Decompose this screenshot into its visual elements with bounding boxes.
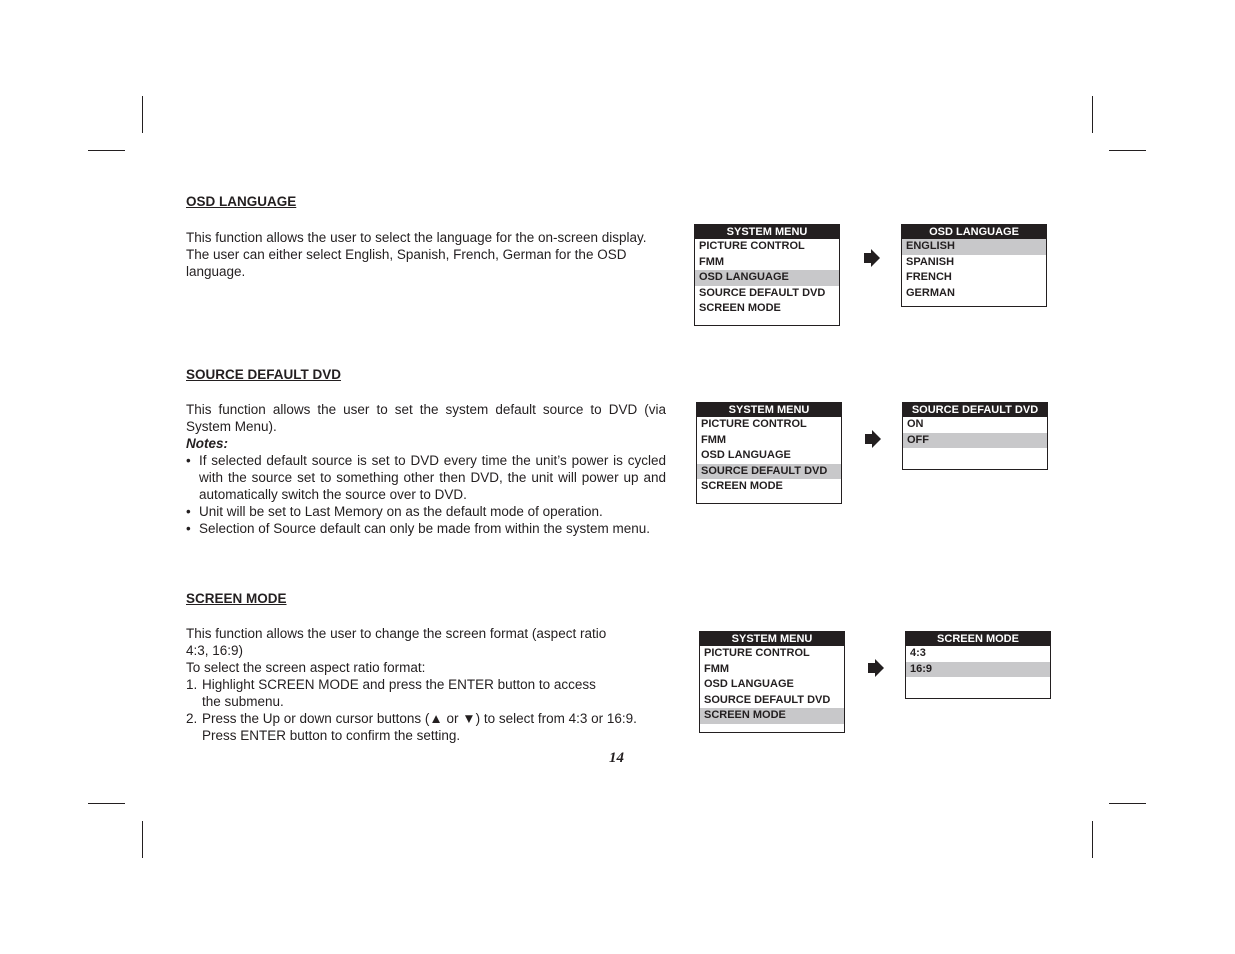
bullet-mark: • xyxy=(186,453,191,468)
bullet-text: Selection of Source default can only be made from within the system menu. xyxy=(199,521,650,536)
submenu-item-spanish: SPANISH xyxy=(906,255,955,268)
crop-mark xyxy=(1109,150,1146,151)
submenu-item-16-9: 16:9 xyxy=(906,662,1050,678)
notes-label: Notes: xyxy=(186,436,229,451)
submenu-item-off: OFF xyxy=(903,433,1047,449)
note-bullet xyxy=(186,503,666,520)
note-bullet xyxy=(186,452,666,503)
right-arrow-icon xyxy=(865,430,881,448)
menu-item-osd-language: OSD LANGUAGE xyxy=(695,270,839,286)
section-heading-source-default-dvd: SOURCE DEFAULT DVD xyxy=(186,367,342,382)
bullet-text: Unit will be set to Last Memory on as the default mode of operation. xyxy=(199,504,603,519)
page-number: 14 xyxy=(609,750,624,766)
submenu-item-4-3: 4:3 xyxy=(910,647,926,659)
menu-item-screen-mode: SCREEN MODE xyxy=(701,480,783,492)
system-menu-screen xyxy=(699,631,845,733)
system-menu-osd xyxy=(694,224,840,326)
crop-mark xyxy=(88,803,125,804)
crop-mark xyxy=(88,150,125,151)
menu-item-osd-language: OSD LANGUAGE xyxy=(701,449,791,461)
menu-item-picture-control: PICTURE CONTROL xyxy=(704,647,810,659)
system-menu-source xyxy=(696,402,842,504)
menu-item-picture-control: PICTURE CONTROL xyxy=(701,418,807,430)
crop-mark xyxy=(1092,821,1093,858)
submenu-title: OSD LANGUAGE xyxy=(902,225,1046,239)
screen-mode-submenu xyxy=(905,631,1051,699)
right-arrow-icon xyxy=(868,659,884,677)
source-body-text: This function allows the user to set the system default source to DVD (via System Menu). xyxy=(186,402,666,434)
menu-item-source-default-dvd: SOURCE DEFAULT DVD xyxy=(697,464,841,480)
menu-item-fmm: FMM xyxy=(704,662,730,675)
note-bullet xyxy=(186,520,666,537)
source-description xyxy=(186,401,666,537)
text-line: This function allows the user to select the language for the on-screen display. xyxy=(186,230,647,245)
crop-mark xyxy=(142,821,143,858)
menu-item-osd-language: OSD LANGUAGE xyxy=(704,678,794,690)
menu-title: SYSTEM MENU xyxy=(695,225,839,239)
menu-item-fmm: FMM xyxy=(701,433,727,446)
text-line: To select the screen aspect ratio format: xyxy=(186,660,426,675)
text-line: the submenu. xyxy=(202,694,284,709)
submenu-item-on: ON xyxy=(907,418,924,430)
bullet-mark: • xyxy=(186,504,191,519)
bullet-text: If selected default source is set to DVD every time the unit’s power is cycled with the source set to something other then DVD, the unit will power up and automatically switch the source over to DVD. xyxy=(199,453,666,502)
text-line: language. xyxy=(186,264,246,279)
crop-mark xyxy=(1109,803,1146,804)
submenu-item-french: FRENCH xyxy=(906,271,952,283)
menu-item-screen-mode: SCREEN MODE xyxy=(699,302,781,314)
menu-item-fmm: FMM xyxy=(699,255,725,268)
submenu-item-english: ENGLISH xyxy=(902,239,1046,255)
crop-mark xyxy=(142,96,143,133)
menu-item-picture-control: PICTURE CONTROL xyxy=(699,240,805,252)
text-line: Press ENTER button to confirm the setting. xyxy=(202,728,461,743)
menu-item-source-default-dvd: SOURCE DEFAULT DVD xyxy=(699,286,826,299)
submenu-title: SCREEN MODE xyxy=(906,632,1050,646)
menu-title: SYSTEM MENU xyxy=(700,632,844,646)
bullet-mark: • xyxy=(186,521,191,536)
section-heading-osd-language: OSD LANGUAGE xyxy=(186,194,297,209)
text-line: Press the Up or down cursor buttons (▲ or ▼) to select from 4:3 or 16:9. xyxy=(202,711,637,726)
step-item xyxy=(186,710,637,744)
menu-item-screen-mode: SCREEN MODE xyxy=(700,708,844,724)
osd-description xyxy=(186,229,647,280)
submenu-item-german: GERMAN xyxy=(906,286,955,299)
section-heading-screen-mode: SCREEN MODE xyxy=(186,591,287,606)
source-default-dvd-submenu xyxy=(902,402,1048,470)
menu-title: SYSTEM MENU xyxy=(697,403,841,417)
screen-description xyxy=(186,625,637,744)
submenu-title: SOURCE DEFAULT DVD xyxy=(903,403,1047,417)
text-line: This function allows the user to change the screen format (aspect ratio xyxy=(186,626,607,641)
step-number: 1. xyxy=(186,677,198,692)
step-item xyxy=(186,676,637,710)
crop-mark xyxy=(1092,96,1093,133)
right-arrow-icon xyxy=(864,249,880,267)
text-line: The user can either select English, Spanish, French, German for the OSD xyxy=(186,247,627,262)
osd-language-submenu xyxy=(901,224,1047,307)
menu-item-source-default-dvd: SOURCE DEFAULT DVD xyxy=(704,693,831,706)
text-line: Highlight SCREEN MODE and press the ENTER button to access xyxy=(202,677,596,692)
step-number: 2. xyxy=(186,711,198,726)
text-line: 4:3, 16:9) xyxy=(186,643,244,658)
